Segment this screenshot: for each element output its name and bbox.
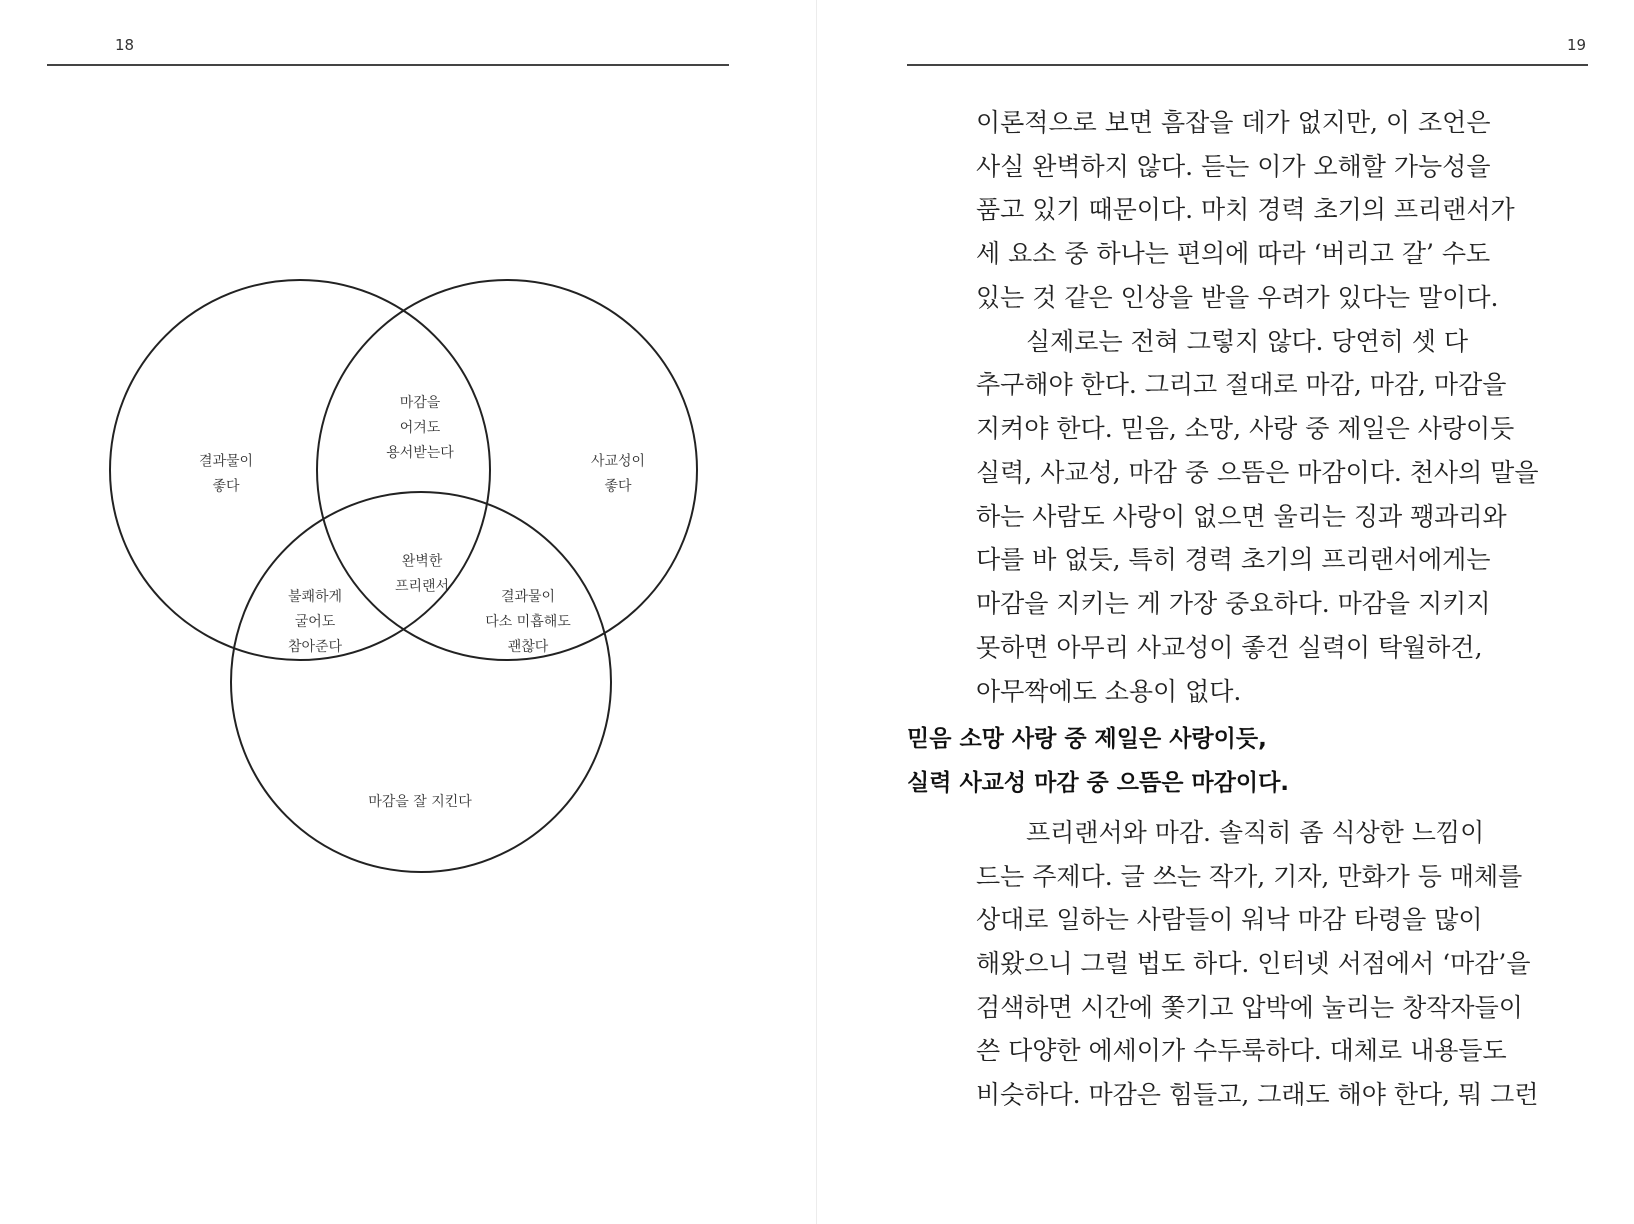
text-line: 세 요소 중 하나는 편의에 따라 ‘버리고 갈’ 수도 <box>976 239 1491 268</box>
subheading-line: 믿음 소망 사랑 중 제일은 사랑이듯, <box>907 726 1267 752</box>
venn-overlap-quality-social <box>386 394 454 461</box>
venn-label-line: 마감을 잘 지킨다 <box>368 794 472 810</box>
venn-label-line: 완벽한 <box>401 553 443 570</box>
venn-label-quality <box>199 453 253 495</box>
subheading-line: 실력 사교성 마감 중 으뜸은 마감이다. <box>907 770 1290 796</box>
text-line: 아무짝에도 소용이 없다. <box>976 677 1242 706</box>
left-page-number: 18 <box>115 36 135 54</box>
text-line: 프리랜서와 마감. 솔직히 좀 식상한 느낌이 <box>1026 818 1485 847</box>
text-line: 드는 주제다. 글 쓰는 작가, 기자, 만화가 등 매체를 <box>976 862 1523 891</box>
text-line: 다를 바 없듯, 특히 경력 초기의 프리랜서에게는 <box>976 545 1491 574</box>
text-line: 마감을 지키는 게 가장 중요하다. 마감을 지키지 <box>976 589 1491 618</box>
text-line: 검색하면 시간에 쫓기고 압박에 눌리는 창작자들이 <box>976 993 1523 1022</box>
venn-label-line: 결과물이 <box>198 453 254 470</box>
venn-label-line: 사교성이 <box>590 453 646 470</box>
text-line: 이론적으로 보면 흠잡을 데가 없지만, 이 조언은 <box>976 108 1491 137</box>
text-line: 하는 사람도 사랑이 없으면 울리는 징과 꽹과리와 <box>976 502 1507 531</box>
text-line: 품고 있기 때문이다. 마치 경력 초기의 프리랜서가 <box>976 195 1515 224</box>
text-line: 있는 것 같은 인상을 받을 우려가 있다는 말이다. <box>976 283 1499 312</box>
venn-label-line: 결과물이 <box>500 589 556 605</box>
venn-label-line: 다소 미흡해도 <box>485 614 571 630</box>
venn-label-line: 마감을 <box>399 395 441 411</box>
left-page <box>0 0 812 1224</box>
venn-label-line: 좋다 <box>212 478 240 495</box>
right-page-number: 19 <box>1567 36 1587 54</box>
text-line: 실력, 사교성, 마감 중 으뜸은 마감이다. 천사의 말을 <box>976 458 1539 487</box>
text-line: 못하면 아무리 사교성이 좋건 실력이 탁월하건, <box>976 633 1483 662</box>
text-line: 상대로 일하는 사람들이 워낙 마감 타령을 많이 <box>976 905 1483 934</box>
venn-label-line: 불쾌하게 <box>287 589 343 605</box>
venn-label-social <box>591 453 645 495</box>
venn-label-line: 굴어도 <box>294 614 336 630</box>
text-line: 쓴 다양한 에세이가 수두룩하다. 대체로 내용들도 <box>976 1036 1507 1065</box>
venn-circle-deadline <box>231 492 611 872</box>
text-line: 사실 완벽하지 않다. 듣는 이가 오해할 가능성을 <box>976 152 1491 181</box>
venn-label-line: 용서받는다 <box>386 445 454 461</box>
venn-overlap-social-deadline <box>485 588 571 655</box>
text-line: 해왔으니 그럴 법도 하다. 인터넷 서점에서 ‘마감’을 <box>976 949 1531 978</box>
book-gutter <box>816 0 817 1224</box>
right-page <box>821 0 1634 1224</box>
text-line: 비슷하다. 마감은 힘들고, 그래도 해야 한다, 뭐 그런 <box>976 1080 1539 1109</box>
venn-diagram <box>0 0 812 1224</box>
venn-label-line: 프리랜서 <box>394 578 450 595</box>
venn-center-label <box>395 553 449 595</box>
venn-label-line: 어겨도 <box>399 420 441 436</box>
venn-label-line: 좋다 <box>604 478 632 495</box>
venn-label-line: 참아준다 <box>287 639 343 655</box>
venn-label-deadline <box>368 793 472 810</box>
venn-label-line: 괜찮다 <box>507 639 549 655</box>
venn-overlap-quality-deadline <box>288 588 343 655</box>
text-line: 지켜야 한다. 믿음, 소망, 사랑 중 제일은 사랑이듯 <box>976 414 1515 443</box>
right-header-rule <box>907 64 1588 66</box>
text-line: 추구해야 한다. 그리고 절대로 마감, 마감, 마감을 <box>976 370 1507 399</box>
text-line: 실제로는 전혀 그렇지 않다. 당연히 셋 다 <box>1026 327 1469 356</box>
